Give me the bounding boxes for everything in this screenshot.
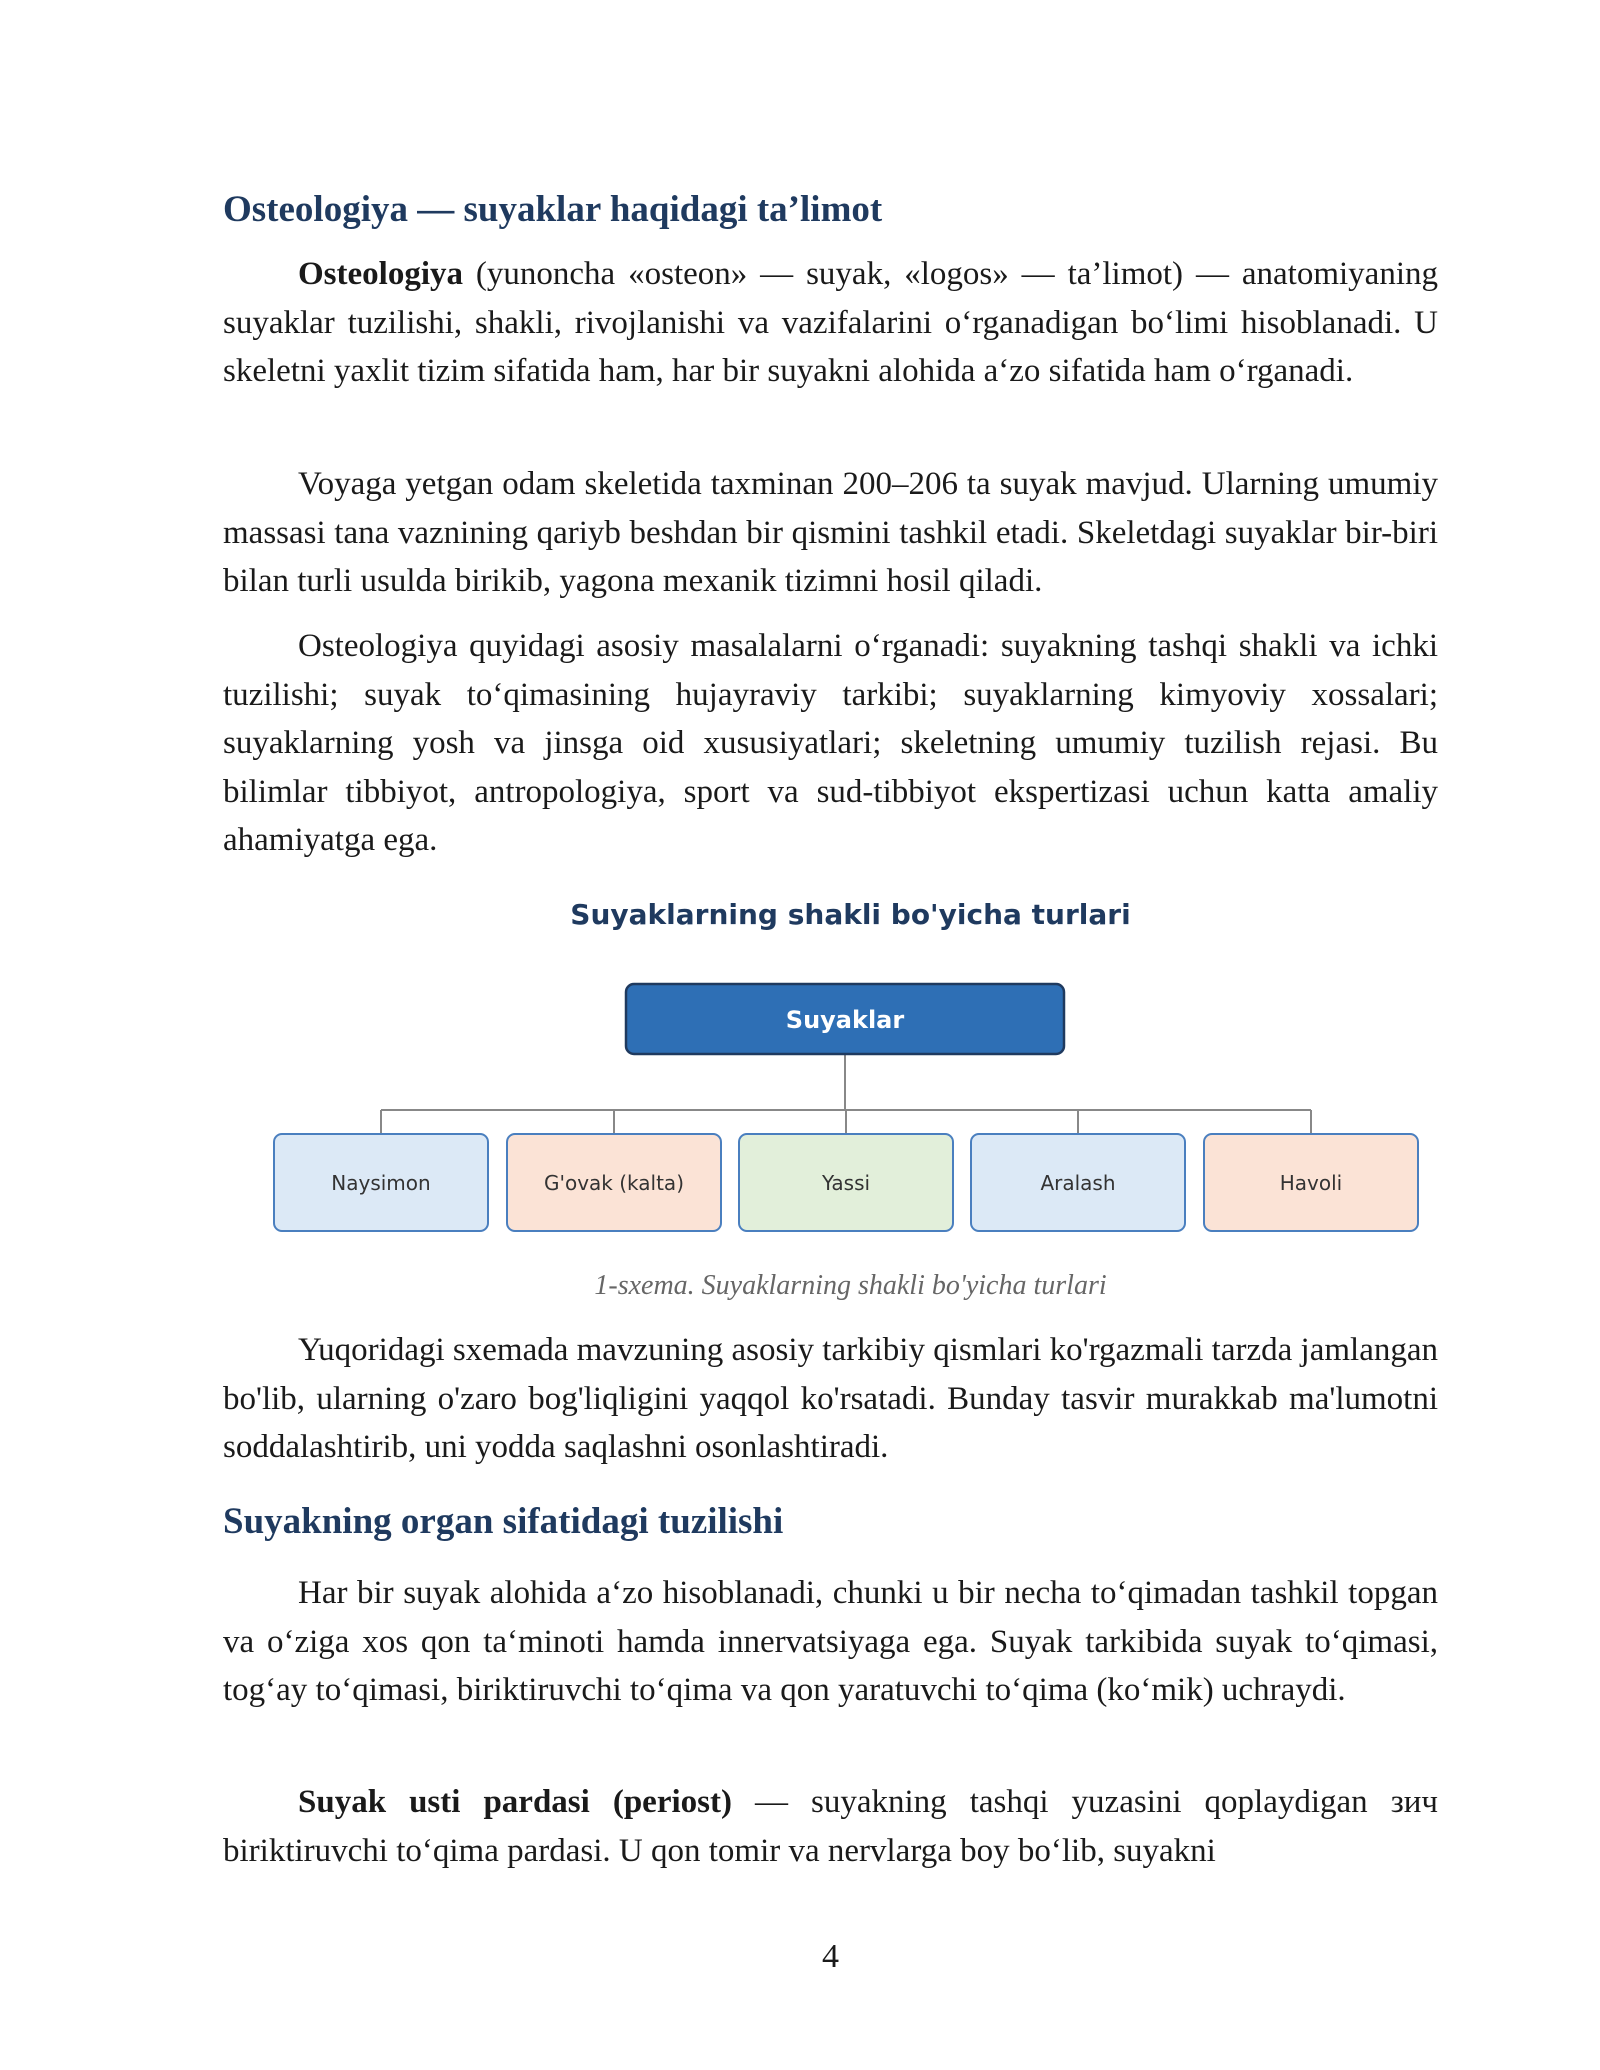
child-node-label: Naysimon — [331, 1171, 431, 1195]
child-node-label: Aralash — [1040, 1171, 1116, 1195]
term-periost: Suyak usti pardasi (periost) — [298, 1784, 732, 1820]
paragraph-periosteum — [223, 1778, 1438, 1875]
definition-text: (yunoncha «osteon» — suyak, «logos» — ta’limot) — anatomiyaning suyaklar tuzilishi, shakli, rivojlanishi va vazifalarini o‘rganadigan bo‘limi hisoblanadi. U skeletni yaxlit tizim sifatida ham, har bir suyakni alohida a‘zo sifatida ham o‘rganadi. — [223, 256, 1438, 389]
page-number: 4 — [822, 1938, 839, 1975]
paragraph-bone-as-organ: Har bir suyak alohida a‘zo hisoblanadi, chunki u bir necha to‘qimadan tashkil topgan va o‘ziga xos qon ta‘minoti hamda innervatsiyaga ega. Suyak tarkibida suyak to‘qimasi, tog‘ay to‘qimasi, biriktiruvchi to‘qima va qon yaratuvchi to‘qima (ko‘mik) uchraydi. — [223, 1575, 1438, 1708]
section-heading-organ-structure: Suyakning organ sifatidagi tuzilishi — [223, 1501, 784, 1542]
paragraph-study-topics: Osteologiya quyidagi asosiy masalalarni o‘rganadi: suyakning tashqi shakli va ichki tuzilishi; suyak to‘qimasining hujayraviy tarkibi; suyaklarning kimyoviy xossalari; suyaklarning yosh va jinsga oid xususiyatlari; skeletning umumiy tuzilish rejasi. Bu bilimlar tibbiyot, antropologiya, sport va sud-tibbiyot ekspertizasi uchun katta amaliy ahamiyatga ega. — [223, 628, 1438, 858]
diagram-root-node — [626, 984, 1064, 1054]
diagram-child-havoli — [1204, 1134, 1418, 1231]
paragraph-definition — [223, 250, 1438, 396]
child-node-label: G'ovak (kalta) — [543, 1171, 685, 1195]
periost-text: — suyakning tashqi yuzasini qoplaydigan зич biriktiruvchi to‘qima pardasi. U qon tomir va nervlarga boy bo‘lib, suyakni — [223, 1784, 1439, 1869]
figure-title: Suyaklarning shakli bo'yicha turlari — [570, 898, 1131, 931]
diagram-child-govak — [507, 1134, 721, 1231]
paragraph-skeleton-count: Voyaga yetgan odam skeletida taxminan 200–206 ta suyak mavjud. Ularning umumiy massasi tana vaznining qariyb beshdan bir qismini tashkil etadi. Skeletdagi suyaklar bir-biri bilan turli usulda birikib, yagona mexanik tizimni hosil qiladi. — [223, 466, 1438, 599]
root-node-label: Suyaklar — [785, 1006, 905, 1034]
figure-caption: 1-sxema. Suyaklarning shakli bo'yicha turlari — [594, 1270, 1107, 1301]
paragraph-diagram-summary: Yuqoridagi sxemada mavzuning asosiy tarkibiy qismlari ko'rgazmali tarzda jamlangan bo'lib, ularning o'zaro bog'liqligini yaqqol ko'rsatadi. Bunday tasvir murakkab ma'lumotni soddalashtirib, uni yodda saqlashni osonlashtiradi. — [223, 1332, 1438, 1465]
child-node-label: Yassi — [821, 1171, 871, 1195]
child-node-label: Havoli — [1279, 1171, 1343, 1195]
diagram-child-aralash — [971, 1134, 1185, 1231]
diagram-connectors — [381, 1054, 1311, 1134]
bone-types-diagram — [223, 970, 1438, 1230]
diagram-child-yassi — [739, 1134, 953, 1231]
term-osteologiya: Osteologiya — [298, 256, 463, 292]
diagram-child-naysimon — [274, 1134, 488, 1231]
section-heading-osteologiya: Osteologiya — suyaklar haqidagi ta’limot — [223, 189, 883, 230]
